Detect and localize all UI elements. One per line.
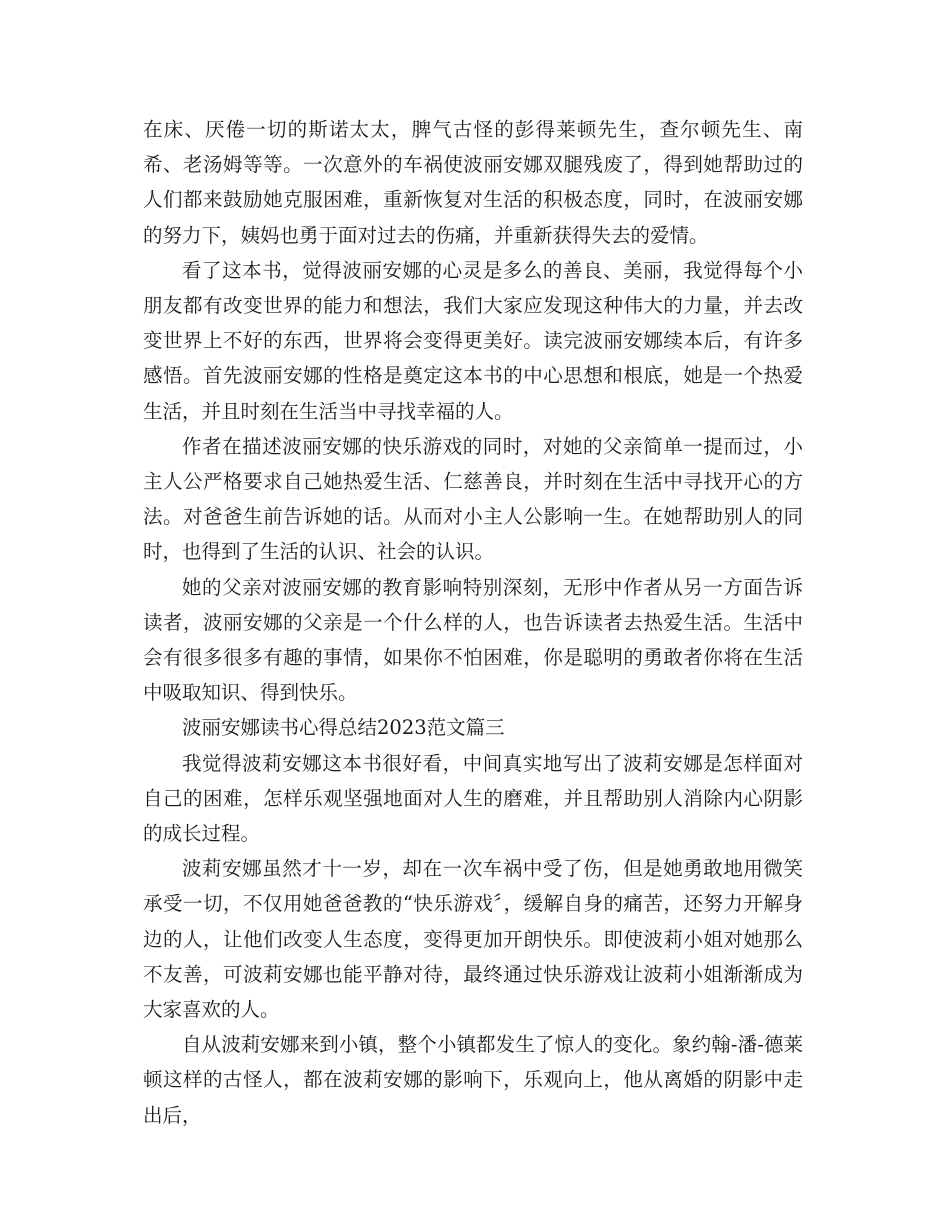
paragraph-2: 看了这本书，觉得波丽安娜的心灵是多么的善良、美丽，我觉得每个小朋友都有改变世界的能力和想法，我们大家应发现这种伟大的力量，并去改变世界上不好的东西，世界将会变得更美好。读完波丽安娜续本后，有许多感悟。首先波丽安娜的性格是奠定这本书的中心思想和根底，她是一个热爱生活，并且时刻在生活当中寻找幸福的人。 <box>143 258 803 423</box>
paragraph-4: 她的父亲对波丽安娜的教育影响特别深刻，无形中作者从另一方面告诉读者，波丽安娜的父亲是一个什么样的人，也告诉读者去热爱生活。生活中会有很多很多有趣的事情，如果你不怕困难，你是聪明的勇敢者你将在生活中吸取知识、得到快乐。 <box>143 575 803 705</box>
paragraph-5: 我觉得波莉安娜这本书很好看，中间真实地写出了波莉安娜是怎样面对自己的困难，怎样乐观坚强地面对人生的磨难，并且帮助别人消除内心阴影的成长过程。 <box>143 751 803 846</box>
document-body <box>143 112 803 1133</box>
paragraph-6: 波莉安娜虽然才十一岁，却在一次车祸中受了伤，但是她勇敢地用微笑承受一切，不仅用她爸爸教的“快乐游戏〞，缓解自身的痛苦，还努力开解身边的人，让他们改变人生态度，变得更加开朗快乐。即使波莉小姐对她那么不友善，可波莉安娜也能平静对待，最终通过快乐游戏让波莉小姐渐渐成为大家喜欢的人。 <box>143 857 803 1022</box>
paragraph-3: 作者在描述波丽安娜的快乐游戏的同时，对她的父亲简单一提而过，小主人公严格要求自己她热爱生活、仁慈善良，并时刻在生活中寻找开心的方法。对爸爸生前告诉她的话。从而对小主人公影响一生。在她帮助别人的同时，也得到了生活的认识、社会的认识。 <box>143 434 803 564</box>
section-heading: 波丽安娜读书心得总结2023范文篇三 <box>182 716 505 740</box>
paragraph-1: 在床、厌倦一切的斯诺太太，脾气古怪的彭得莱顿先生，查尔顿先生、南希、老汤姆等等。一次意外的车祸使波丽安娜双腿残废了，得到她帮助过的人们都来鼓励她克服困难，重新恢复对生活的积极态度，同时，在波丽安娜的努力下，姨妈也勇于面对过去的伤痛，并重新获得失去的爱情。 <box>143 118 803 247</box>
paragraph-7: 自从波莉安娜来到小镇，整个小镇都发生了惊人的变化。象约翰-潘-德莱顿这样的古怪人，都在波莉安娜的影响下，乐观向上，他从离婚的阴影中走出后， <box>143 1033 803 1127</box>
